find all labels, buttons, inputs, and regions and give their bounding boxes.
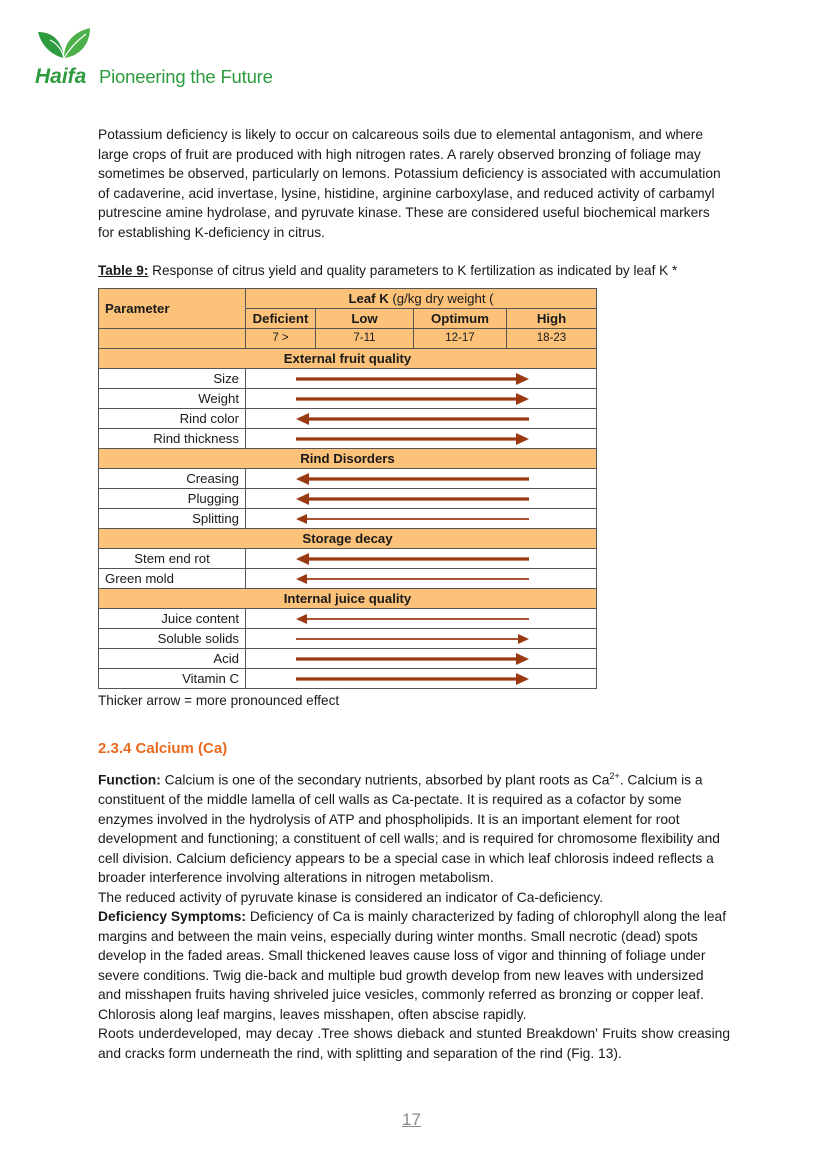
arrow-cell	[246, 469, 597, 489]
arrow-head	[516, 653, 529, 665]
arrow-head	[518, 634, 529, 644]
arrow-head	[296, 493, 309, 505]
section-row	[99, 589, 597, 609]
level-optimum: Optimum	[414, 309, 507, 329]
table-row	[99, 369, 597, 389]
table-caption	[98, 263, 738, 278]
left-arrow-icon	[246, 469, 596, 489]
right-arrow-icon	[246, 389, 596, 409]
arrow-head	[296, 553, 309, 565]
chlorosis-paragraph: Chlorosis along leaf margins, leaves misshapen, often abscise rapidly.	[98, 1006, 527, 1022]
right-arrow-icon	[246, 629, 596, 649]
row-label: Acid	[99, 649, 246, 669]
leafk-header-unit: (g/kg dry weight (	[388, 291, 494, 306]
deficiency-paragraph	[98, 907, 730, 1005]
arrow-cell	[246, 489, 597, 509]
arrow-cell	[246, 369, 597, 389]
row-label: Stem end rot	[99, 549, 246, 569]
level-low: Low	[316, 309, 414, 329]
deficiency-label: Deficiency Symptoms:	[98, 909, 246, 925]
level-high: High	[507, 309, 597, 329]
left-arrow-icon	[246, 509, 596, 529]
arrow-cell	[246, 549, 597, 569]
row-label: Creasing	[99, 469, 246, 489]
right-arrow-icon	[246, 649, 596, 669]
leafk-header	[246, 289, 597, 309]
table-row	[99, 629, 597, 649]
section-title: Internal juice quality	[99, 589, 597, 609]
range-optimum: 12-17	[414, 329, 507, 349]
arrow-head	[516, 673, 529, 685]
table-row	[99, 609, 597, 629]
table-row	[99, 649, 597, 669]
row-label: Rind color	[99, 409, 246, 429]
arrow-head	[296, 413, 309, 425]
arrow-cell	[246, 389, 597, 409]
section-heading-calcium: 2.3.4 Calcium (Ca)	[98, 740, 228, 757]
row-label: Vitamin C	[99, 669, 246, 689]
section-row	[99, 449, 597, 469]
section-title: External fruit quality	[99, 349, 597, 369]
arrow-head	[296, 574, 307, 584]
level-deficient: Deficient	[246, 309, 316, 329]
arrow-cell	[246, 649, 597, 669]
function-text-pre: Calcium is one of the secondary nutrients, absorbed by plant roots as Ca	[160, 772, 610, 788]
left-arrow-icon	[246, 609, 596, 629]
ranges-row	[99, 329, 597, 349]
left-arrow-icon	[246, 409, 596, 429]
range-high: 18-23	[507, 329, 597, 349]
table-caption-label: Table 9:	[98, 263, 149, 278]
arrow-head	[516, 433, 529, 445]
function-paragraph	[98, 767, 730, 888]
row-label: Weight	[99, 389, 246, 409]
left-arrow-icon	[246, 489, 596, 509]
arrow-cell	[246, 609, 597, 629]
arrow-cell	[246, 629, 597, 649]
calcium-ion-superscript: 2+	[609, 771, 620, 781]
section-title: Storage decay	[99, 529, 597, 549]
row-label: Soluble solids	[99, 629, 246, 649]
parameter-header: Parameter	[99, 289, 246, 329]
section-row	[99, 529, 597, 549]
left-arrow-icon	[246, 569, 596, 589]
arrow-cell	[246, 409, 597, 429]
right-arrow-icon	[246, 429, 596, 449]
table-row	[99, 489, 597, 509]
table-row	[99, 569, 597, 589]
intro-paragraph: Potassium deficiency is likely to occur on calcareous soils due to elemental antagonism, and where large crops of fruit are produced with high nitrogen rates. A rarely observed bronzing of foliage may sometimes be observed, particularly on lemons. Potassium deficiency is associated with accumulation of cadaverine, acid invertase, lysine, histidine, arginine carboxylase, and reduced activity of carbamyl putrescine amine hydrolase, and pyruvate kinase. These are considered useful biochemical markers for establishing K-deficiency in citrus.	[98, 127, 721, 240]
tagline: Pioneering the Future	[99, 66, 273, 87]
left-arrow-icon	[246, 549, 596, 569]
table-row	[99, 429, 597, 449]
table-caption-text: Response of citrus yield and quality parameters to K fertilization as indicated by leaf K *	[148, 263, 678, 278]
function-text-post: . Calcium is a constituent of the middle lamella of cell walls as Ca-pectate. It is required as a cofactor by some enzymes involved in the hydrolysis of ATP and phospholipids. It is an important element for root development and functioning; a constituent of cell walls; and is required for chromosome flexibility and cell division. Calcium deficiency appears to be a special case in which leaf chlorosis indeed reflects a broader interference involving alterations in nitrogen metabolism.	[98, 772, 720, 886]
arrow-head	[296, 614, 307, 624]
table-row	[99, 509, 597, 529]
leafk-header-bold: Leaf K	[348, 291, 389, 306]
arrow-cell	[246, 569, 597, 589]
leaf-k-table	[98, 288, 597, 689]
row-label: Green mold	[99, 569, 246, 589]
deficiency-text: Deficiency of Ca is mainly characterized by fading of chlorophyll along the leaf margins and between the main veins, especially during winter months. Small necrotic (dead) spots develop in the faded areas. Small thickened leaves cause loss of vigor and thinning of foliage under severe conditions. Twig die-back and multiple bud growth develop from new leaves with undersized and misshapen fruits having shriveled juice vesicles, commonly referred as bronzing or copper leaf.	[98, 909, 727, 1003]
range-deficient: 7 >	[246, 329, 316, 349]
section-title: Rind Disorders	[99, 449, 597, 469]
row-label: Plugging	[99, 489, 246, 509]
arrow-head	[516, 373, 529, 385]
arrow-head	[296, 473, 309, 485]
right-arrow-icon	[246, 369, 596, 389]
right-arrow-icon	[246, 669, 596, 689]
row-label: Size	[99, 369, 246, 389]
roots-paragraph: Roots underdeveloped, may decay .Tree shows dieback and stunted Breakdown' Fruits show creasing and cracks form underneath the rind, with splitting and separation of the rind (Fig. 13).	[98, 1026, 730, 1061]
logo-wordmark: Haifa	[35, 65, 87, 88]
row-label: Splitting	[99, 509, 246, 529]
calcium-body	[98, 767, 730, 1063]
function-label: Function:	[98, 772, 161, 788]
pyruvate-paragraph: The reduced activity of pyruvate kinase is considered an indicator of Ca-deficiency.	[98, 889, 604, 905]
range-low: 7-11	[316, 329, 414, 349]
table-header-row	[99, 289, 597, 309]
table-row	[99, 549, 597, 569]
page-number: 17	[402, 1110, 421, 1129]
table-note: Thicker arrow = more pronounced effect	[98, 693, 340, 708]
table-row	[99, 669, 597, 689]
arrow-cell	[246, 509, 597, 529]
arrow-cell	[246, 429, 597, 449]
ranges-blank	[99, 329, 246, 349]
section-row	[99, 349, 597, 369]
row-label: Juice content	[99, 609, 246, 629]
row-label: Rind thickness	[99, 429, 246, 449]
table-row	[99, 389, 597, 409]
haifa-logo	[34, 26, 94, 88]
table-row	[99, 469, 597, 489]
arrow-head	[296, 514, 307, 524]
arrow-head	[516, 393, 529, 405]
arrow-cell	[246, 669, 597, 689]
table-row	[99, 409, 597, 429]
